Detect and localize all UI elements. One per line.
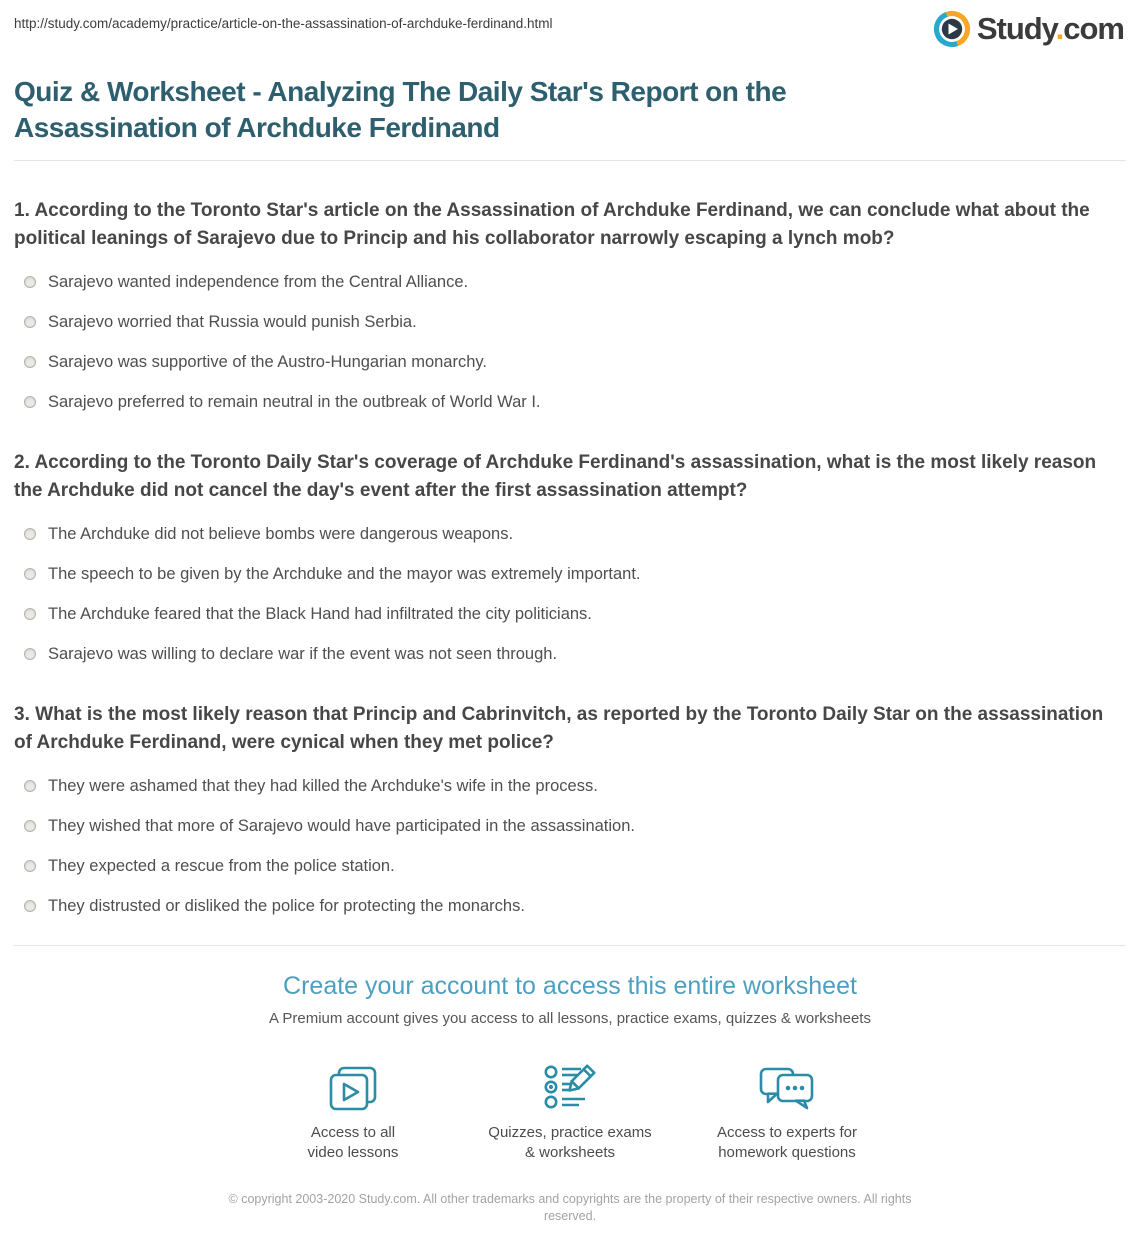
video-lessons-icon <box>327 1057 379 1113</box>
answer-option[interactable] <box>14 563 1126 585</box>
radio-button[interactable] <box>24 528 36 540</box>
quiz-worksheet <box>0 197 1140 917</box>
options-list <box>14 775 1126 917</box>
studycom-logo[interactable] <box>933 10 1124 48</box>
option-label: Sarajevo was willing to declare war if the event was not seen through. <box>48 644 558 663</box>
answer-option[interactable] <box>14 603 1126 625</box>
chat-experts-icon <box>758 1057 816 1113</box>
feature-label-line: video lessons <box>307 1144 399 1161</box>
answer-option[interactable] <box>14 523 1126 545</box>
feature-quizzes-worksheets <box>462 1057 679 1163</box>
feature-label-line: Access to experts for <box>716 1124 858 1141</box>
options-list <box>14 523 1126 665</box>
feature-label <box>308 1123 399 1163</box>
feature-label-line: Access to all <box>310 1124 396 1141</box>
feature-label-line: & worksheets <box>524 1144 616 1161</box>
radio-button[interactable] <box>24 780 36 792</box>
page-footer <box>0 1191 1140 1225</box>
option-label: The Archduke did not believe bombs were dangerous weapons. <box>48 524 514 543</box>
option-label: They distrusted or disliked the police for protecting the monarchs. <box>48 896 525 915</box>
option-label: The Archduke feared that the Black Hand had infiltrated the city politicians. <box>48 604 592 623</box>
question-block-1 <box>14 197 1126 413</box>
feature-label <box>717 1123 857 1163</box>
option-label: Sarajevo worried that Russia would punish Serbia. <box>48 312 417 331</box>
options-list <box>14 271 1126 413</box>
radio-button[interactable] <box>24 860 36 872</box>
page-title: Quiz & Worksheet - Analyzing The Daily Star's Report on the Assassination of Archduke Ferdinand <box>14 76 787 143</box>
question-body: According to the Toronto Star's article on the Assassination of Archduke Ferdinand, we can conclude what about the political leanings of Sarajevo due to Princip and his collaborator narrowly escaping a lynch mob? <box>14 200 1090 249</box>
answer-option[interactable] <box>14 855 1126 877</box>
feature-label-line: Quizzes, practice exams <box>488 1124 652 1141</box>
question-block-3 <box>14 701 1126 917</box>
question-text <box>14 197 1104 253</box>
option-label: The speech to be given by the Archduke and the mayor was extremely important. <box>48 564 641 583</box>
radio-button[interactable] <box>24 568 36 580</box>
question-body: What is the most likely reason that Princip and Cabrinvitch, as reported by the Toronto Daily Star on the assassination of Archduke Ferdinand, were cynical when they met police? <box>14 704 1104 753</box>
radio-button[interactable] <box>24 608 36 620</box>
radio-button[interactable] <box>24 276 36 288</box>
cta-section <box>0 972 1140 1163</box>
feature-video-lessons <box>245 1057 462 1163</box>
page-header <box>0 0 1140 50</box>
question-body: According to the Toronto Daily Star's coverage of Archduke Ferdinand's assassination, what is the most likely reason the Archduke did not cancel the day's event after the first assassination attempt? <box>14 452 1097 501</box>
feature-label-line: homework questions <box>718 1144 856 1161</box>
cta-subtitle: A Premium account gives you access to all lessons, practice exams, quizzes & worksheets <box>269 1010 871 1027</box>
cta-title: Create your account to access this entire worksheet <box>283 972 857 1000</box>
radio-button[interactable] <box>24 356 36 368</box>
logo-study: Study <box>976 11 1056 46</box>
play-circle-icon <box>933 10 971 48</box>
feature-homework-experts <box>679 1057 896 1163</box>
answer-option[interactable] <box>14 271 1126 293</box>
answer-option[interactable] <box>14 311 1126 333</box>
radio-button[interactable] <box>24 396 36 408</box>
quiz-worksheet-icon <box>542 1057 598 1113</box>
question-number: 3. <box>14 704 30 725</box>
option-label: They were ashamed that they had killed the Archduke's wife in the process. <box>48 776 598 795</box>
logo-com: com <box>1063 11 1124 46</box>
question-number: 1. <box>14 200 30 221</box>
question-block-2 <box>14 449 1126 665</box>
logo-text <box>977 10 1124 48</box>
answer-option[interactable] <box>14 815 1126 837</box>
page-url: http://study.com/academy/practice/article-on-the-assassination-of-archduke-ferdinand.html <box>14 16 553 31</box>
answer-option[interactable] <box>14 895 1126 917</box>
question-number: 2. <box>14 452 30 473</box>
answer-option[interactable] <box>14 351 1126 373</box>
radio-button[interactable] <box>24 648 36 660</box>
features-row <box>0 1057 1140 1163</box>
answer-option[interactable] <box>14 775 1126 797</box>
title-divider <box>14 160 1126 161</box>
radio-button[interactable] <box>24 900 36 912</box>
option-label: They wished that more of Sarajevo would have participated in the assassination. <box>48 816 635 835</box>
option-label: Sarajevo preferred to remain neutral in the outbreak of World War I. <box>48 392 541 411</box>
answer-option[interactable] <box>14 643 1126 665</box>
radio-button[interactable] <box>24 820 36 832</box>
question-text <box>14 701 1104 757</box>
section-divider <box>14 945 1126 946</box>
option-label: Sarajevo wanted independence from the Central Alliance. <box>48 272 469 291</box>
option-label: They expected a rescue from the police station. <box>48 856 395 875</box>
logo-dot: . <box>1055 11 1064 46</box>
answer-option[interactable] <box>14 391 1126 413</box>
radio-button[interactable] <box>24 316 36 328</box>
question-text <box>14 449 1104 505</box>
copyright-text: © copyright 2003-2020 Study.com. All other trademarks and copyrights are the property of their respective owners. All rights reserved. <box>228 1192 912 1223</box>
feature-label <box>488 1123 651 1163</box>
option-label: Sarajevo was supportive of the Austro-Hungarian monarchy. <box>48 352 488 371</box>
